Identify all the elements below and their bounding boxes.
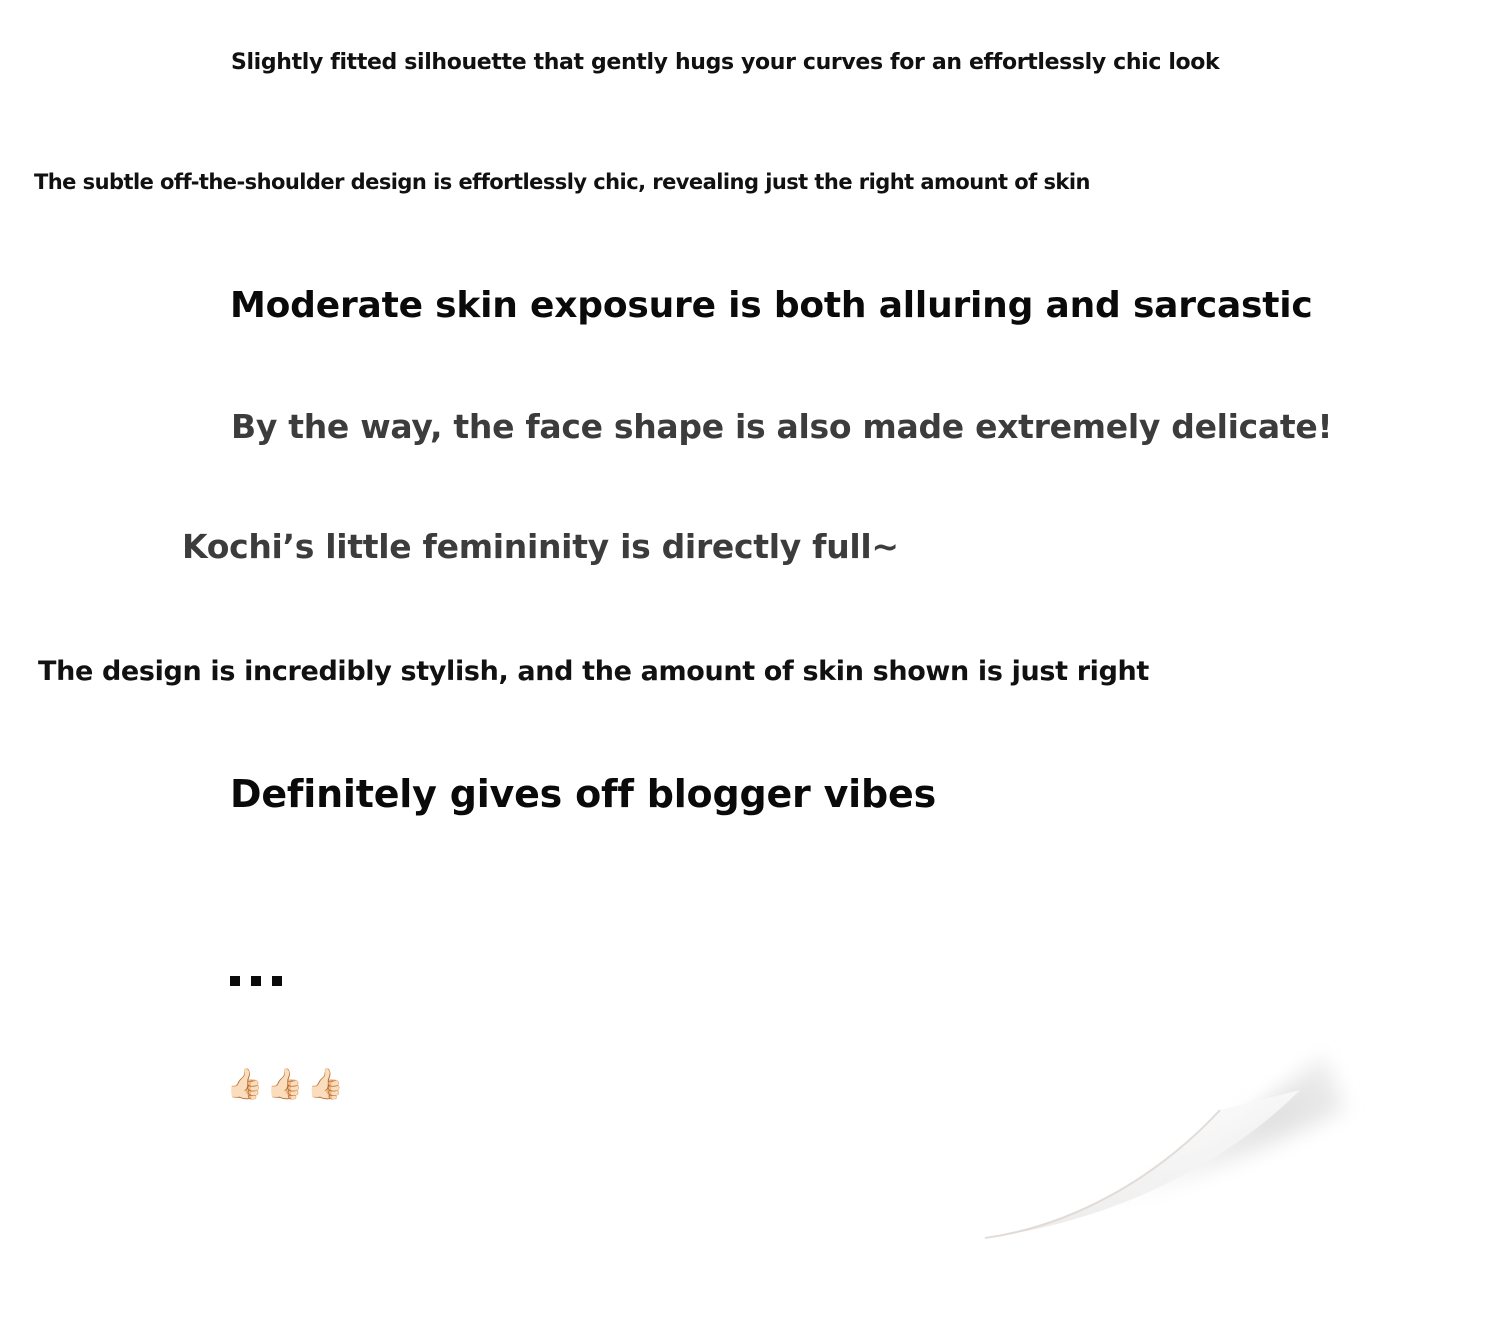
caption-line-6: The design is incredibly stylish, and the amount of skin shown is just right xyxy=(38,656,1149,687)
caption-line-5: Kochi’s little femininity is directly full~ xyxy=(182,527,899,566)
caption-line-4: By the way, the face shape is also made extremely delicate! xyxy=(231,407,1333,446)
caption-line-3: Moderate skin exposure is both alluring and sarcastic xyxy=(230,285,1313,326)
ellipsis-dot xyxy=(251,976,261,986)
caption-line-1: Slightly fitted silhouette that gently hugs your curves for an effortlessly chic look xyxy=(231,50,1220,75)
thumbs-up-icons: 👍🏻👍🏻👍🏻 xyxy=(226,1067,348,1102)
caption-line-7: Definitely gives off blogger vibes xyxy=(230,772,936,816)
ellipsis-dot xyxy=(272,976,282,986)
ellipsis xyxy=(230,976,282,986)
page-curl-icon xyxy=(960,1030,1380,1260)
ellipsis-dot xyxy=(230,976,240,986)
caption-line-2: The subtle off-the-shoulder design is effortlessly chic, revealing just the right amount of skin xyxy=(34,170,1090,194)
